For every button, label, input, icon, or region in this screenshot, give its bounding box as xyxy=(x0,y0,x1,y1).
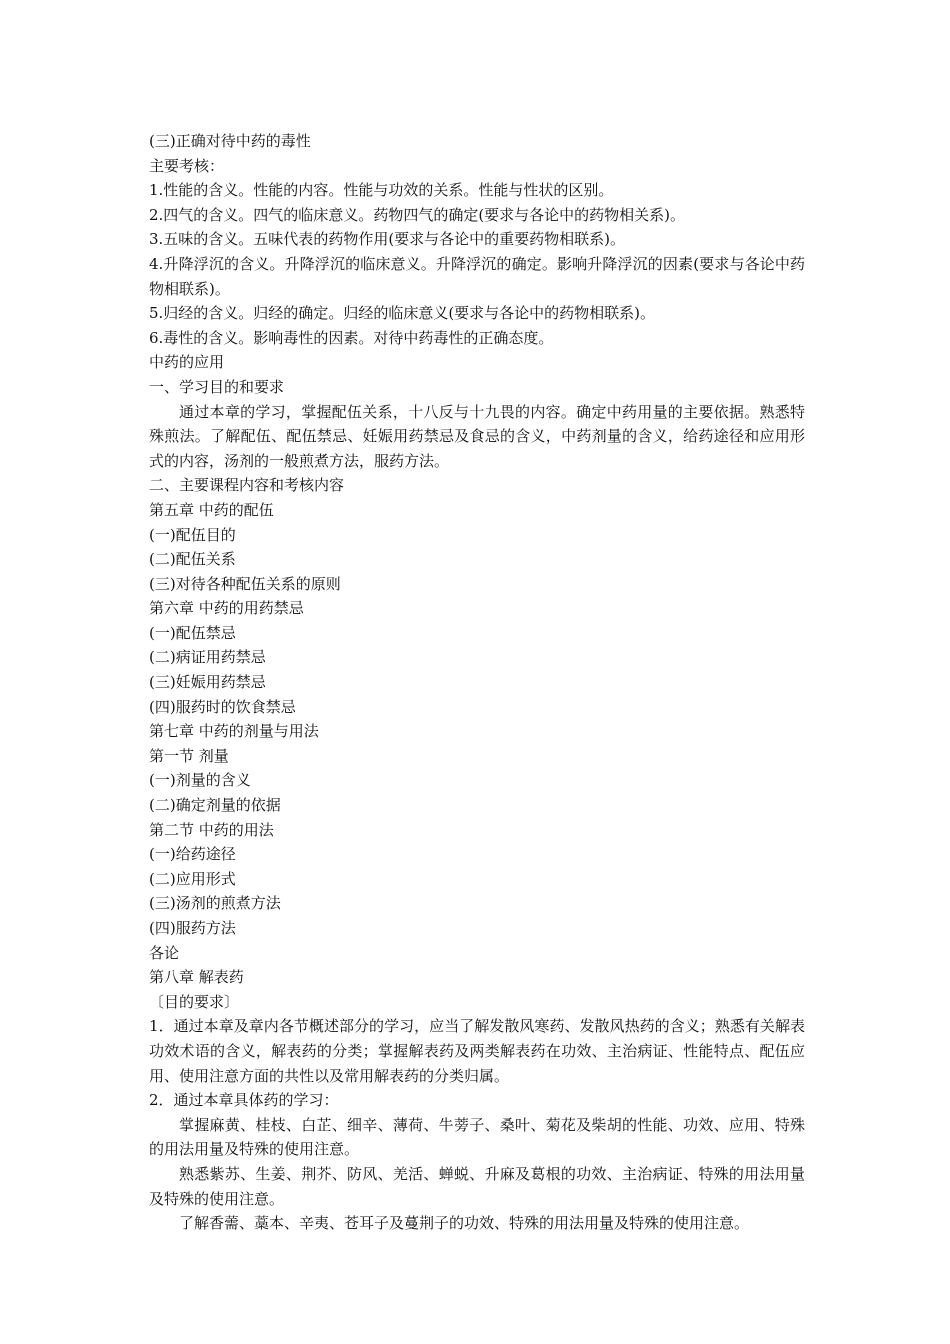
chapter-heading: 第六章 中药的用药禁忌 xyxy=(149,599,304,618)
section-heading: (三)正确对待中药的毒性 xyxy=(149,132,311,150)
list-item: (四)服药方法 xyxy=(149,919,236,937)
requirements-item-2: 2．通过本章具体药的学习： xyxy=(149,1091,339,1110)
exam-item-5: 5.归经的含义。归经的确定。归经的临床意义(要求与各论中的药物相联系)。 xyxy=(149,304,656,323)
list-item: (一)配伍禁忌 xyxy=(149,623,236,642)
familiar-paragraph: 熟悉紫苏、生姜、荆芥、防风、羌活、蝉蜕、升麻及葛根的功效、主治病证、特殊的用法用量及特殊的使用注意。 xyxy=(149,1164,805,1208)
list-item: (二)配伍关系 xyxy=(149,550,236,569)
list-item: (二)应用形式 xyxy=(149,869,236,888)
chapter-heading: 第五章 中药的配伍 xyxy=(149,500,274,519)
list-item: (三)汤剂的煎煮方法 xyxy=(149,894,281,913)
chapter-heading: 第七章 中药的剂量与用法 xyxy=(149,722,319,741)
exam-item-1: 1.性能的含义。性能的内容。性能与功效的关系。性能与性状的区别。 xyxy=(149,181,614,200)
list-item: (三)对待各种配伍关系的原则 xyxy=(149,574,341,593)
exam-item-6: 6.毒性的含义。影响毒性的因素。对待中药毒性的正确态度。 xyxy=(149,328,554,347)
section-title: 第一节 剂量 xyxy=(149,746,229,765)
exam-heading: 主要考核： xyxy=(149,156,225,175)
understand-paragraph: 了解香薷、藁本、辛夷、苍耳子及蔓荆子的功效、特殊的用法用量及特殊的使用注意。 xyxy=(179,1214,750,1233)
master-paragraph: 掌握麻黄、桂枝、白芷、细辛、薄荷、牛蒡子、桑叶、菊花及柴胡的性能、功效、应用、特殊的用法用量及特殊的使用注意。 xyxy=(149,1115,805,1159)
list-item: (四)服药时的饮食禁忌 xyxy=(149,697,296,716)
document-page xyxy=(149,129,805,1236)
subsection-heading: 二、主要课程内容和考核内容 xyxy=(149,476,345,495)
requirements-heading: 〔目的要求〕 xyxy=(149,992,240,1011)
part-heading: 中药的应用 xyxy=(149,353,225,372)
requirements-item-1: 1．通过本章及章内各节概述部分的学习，应当了解发散风寒药、发散风热药的含义；熟悉有关解表功效术语的含义，解表药的分类；掌握解表药及两类解表药在功效、主治病证、性能特点、配伍应用、使用注意方面的共性以及常用解表药的分类归属。 xyxy=(149,1017,805,1085)
subsection-heading: 一、学习目的和要求 xyxy=(149,377,285,396)
section-title: 第二节 中药的用法 xyxy=(149,820,274,839)
list-item: (三)妊娠用药禁忌 xyxy=(149,673,266,692)
objectives-paragraph: 通过本章的学习，掌握配伍关系，十八反与十九畏的内容。确定中药用量的主要依据。熟悉特殊煎法。了解配伍、配伍禁忌、妊娠用药禁忌及食忌的含义，中药剂量的含义，给药途径和应用形式的内容，汤剂的一般煎煮方法，服药方法。 xyxy=(149,402,805,470)
list-item: (一)剂量的含义 xyxy=(149,771,251,790)
list-item: (二)病证用药禁忌 xyxy=(149,648,266,667)
part-heading: 各论 xyxy=(149,943,180,962)
exam-item-2: 2.四气的含义。四气的临床意义。药物四气的确定(要求与各论中的药物相关系)。 xyxy=(149,205,686,224)
exam-item-4: 4.升降浮沉的含义。升降浮沉的临床意义。升降浮沉的确定。影响升降浮沉的因素(要求与各论中药物相联系)。 xyxy=(149,254,805,298)
chapter-heading: 第八章 解表药 xyxy=(149,968,244,987)
list-item: (一)给药途径 xyxy=(149,845,236,864)
list-item: (一)配伍目的 xyxy=(149,525,236,544)
list-item: (二)确定剂量的依据 xyxy=(149,796,281,815)
exam-item-3: 3.五味的含义。五味代表的药物作用(要求与各论中的重要药物相联系)。 xyxy=(149,230,626,249)
